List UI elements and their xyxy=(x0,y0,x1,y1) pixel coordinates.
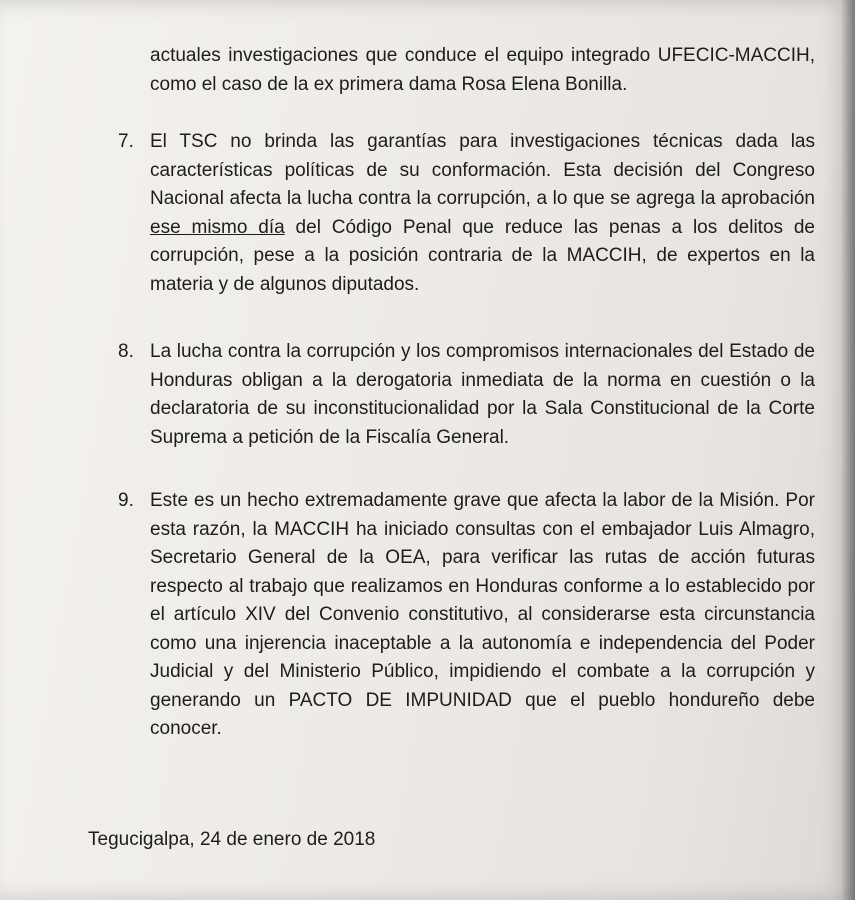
paragraph-9: Este es un hecho extremadamente grave que afecta la labor de la Misión. Por esta razón, la MACCIH ha iniciado consultas con el embajador Luis Almagro, Secretario General de la OEA, para verificar las rutas de acción futuras respecto al trabajo que realizamos en Honduras conforme a lo establecido por el artículo XIV del Convenio constitutivo, al considerarse esta circunstancia como una injerencia inaceptable a la autonomía e independencia del Poder Judicial y del Ministerio Público, impidiendo el combate a la corrupción y generando un PACTO DE IMPUNIDAD que el pueblo hondureño debe conocer. xyxy=(150,490,815,739)
item-number-9: 9. xyxy=(118,490,134,511)
item-number-7: 7. xyxy=(118,131,134,152)
paragraph-7 xyxy=(150,128,815,299)
page-edge-shadow xyxy=(841,0,855,900)
paragraph-6-continuation: actuales investigaciones que conduce el equipo integrado UFECIC-MACCIH, como el caso de la ex primera dama Rosa Elena Bonilla. xyxy=(150,45,815,95)
place-and-date: Tegucigalpa, 24 de enero de 2018 xyxy=(88,829,376,850)
paragraph-7-text-a: El TSC no brinda las garantías para investigaciones técnicas dada las características políticas de su conformación. Esta decisión del Congreso Nacional afecta la lucha contra la corrupción, a lo que se agrega la aprobación xyxy=(150,131,815,209)
underlined-phrase: ese mismo día xyxy=(150,216,285,238)
paragraph-8: La lucha contra la corrupción y los compromisos internacionales del Estado de Honduras obligan a la derogatoria inmediata de la norma en cuestión o la declaratoria de su inconstitucionalidad por la Sala Constitucional de la Corte Suprema a petición de la Fiscalía General. xyxy=(150,341,815,448)
item-number-8: 8. xyxy=(118,341,134,362)
paragraph-7-text-b: del Código Penal que reduce las penas a los delitos de corrupción, pese a la posición contraria de la MACCIH, de expertos en la materia y de algunos diputados. xyxy=(150,216,815,295)
